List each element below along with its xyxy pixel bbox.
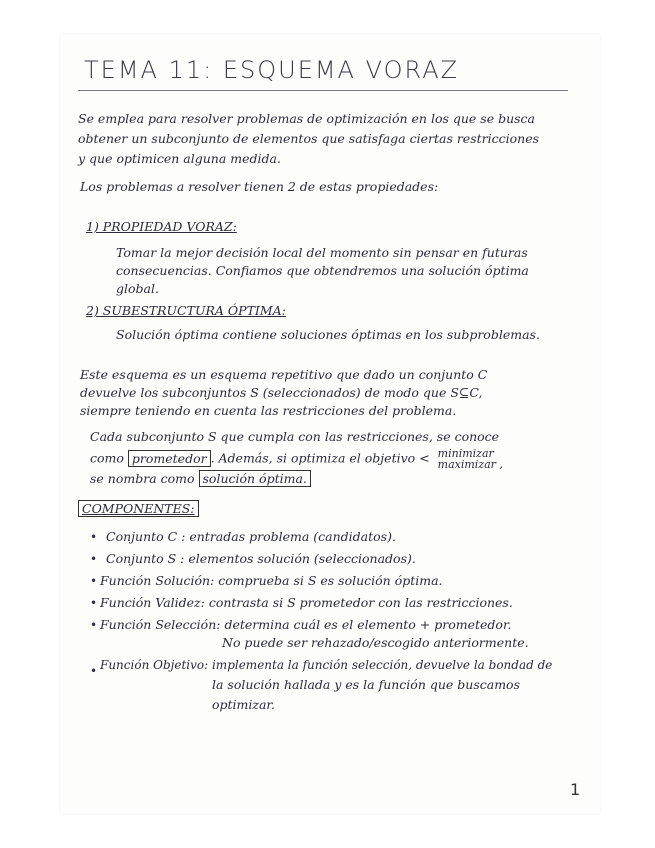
component-item-4: Función Validez: contrasta si S prometedor con las restricciones. [100, 595, 513, 610]
subset-line-2-start: como [90, 450, 124, 466]
bullet-icon: • [90, 552, 98, 566]
title-underline [78, 90, 568, 91]
prometedor-boxed-term: prometedor [128, 450, 211, 467]
prop1-heading: 1) PROPIEDAD VORAZ: [86, 219, 237, 234]
subset-line-3 [90, 470, 311, 488]
scheme-line-3: siempre teniendo en cuenta las restricciones del problema. [80, 403, 457, 418]
prop1-line-1: Tomar la mejor decisión local del momento sin pensar en futuras [116, 245, 528, 260]
intro-line-1: Se emplea para resolver problemas de optimización en los que se busca [78, 111, 535, 126]
component-item-5: Función Selección: determina cuál es el elemento + prometedor. [100, 617, 512, 632]
optimize-options [438, 448, 503, 470]
page-title: TEMA 11: ESQUEMA VORAZ [84, 56, 460, 84]
solucion-optima-boxed-term: solución óptima. [199, 470, 311, 487]
bullet-icon: • [90, 664, 98, 678]
option-minimizar: minimizar [437, 447, 494, 460]
scheme-line-1: Este esquema es un esquema repetitivo que dado un conjunto C [80, 367, 488, 382]
component-item-1: Conjunto C : entradas problema (candidatos). [106, 529, 396, 544]
subset-line-3-start: se nombra como [90, 471, 195, 486]
bullet-icon: • [90, 618, 98, 632]
scheme-line-2: devuelve los subconjuntos S (seleccionados) de modo que S⊆C, [80, 385, 483, 400]
component-item-2: Conjunto S : elementos solución (seleccionados). [106, 551, 416, 566]
bullet-icon: • [90, 530, 98, 544]
subset-line-2-mid: . Además, si optimiza el objetivo [210, 450, 416, 466]
prop2-line-1: Solución óptima contiene soluciones óptimas en los subproblemas. [116, 327, 540, 342]
properties-intro: Los problemas a resolver tienen 2 de estas propiedades: [80, 179, 439, 194]
component-item-3: Función Solución: comprueba si S es solución óptima. [100, 573, 443, 588]
intro-line-3: y que optimicen alguna medida. [78, 151, 281, 166]
components-heading: COMPONENTES: [78, 500, 199, 518]
option-maximizar: maximizar , [437, 458, 503, 471]
component-item-6-line-2: la solución hallada y es la función que buscamos [212, 677, 520, 692]
component-item-5-note: No puede ser rehazado/escogido anteriormente. [222, 635, 529, 650]
prop1-line-2: consecuencias. Confiamos que obtendremos una solución óptima [116, 263, 529, 278]
bullet-icon: • [90, 574, 98, 588]
component-item-6: Función Objetivo: implementa la función selección, devuelve la bondad de [100, 658, 553, 672]
page-number: 1 [570, 780, 581, 799]
prop2-heading: 2) SUBESTRUCTURA ÓPTIMA: [86, 303, 286, 318]
bullet-icon: • [90, 596, 98, 610]
intro-line-2: obtener un subconjunto de elementos que satisfaga ciertas restricciones [78, 131, 540, 146]
prop1-line-3: global. [116, 281, 159, 296]
component-item-6-line-3: optimizar. [212, 697, 276, 712]
subset-line-1: Cada subconjunto S que cumpla con las restricciones, se conoce [90, 429, 500, 444]
subset-line-2 [90, 448, 503, 470]
branch-arrow-icon: < [419, 450, 430, 466]
